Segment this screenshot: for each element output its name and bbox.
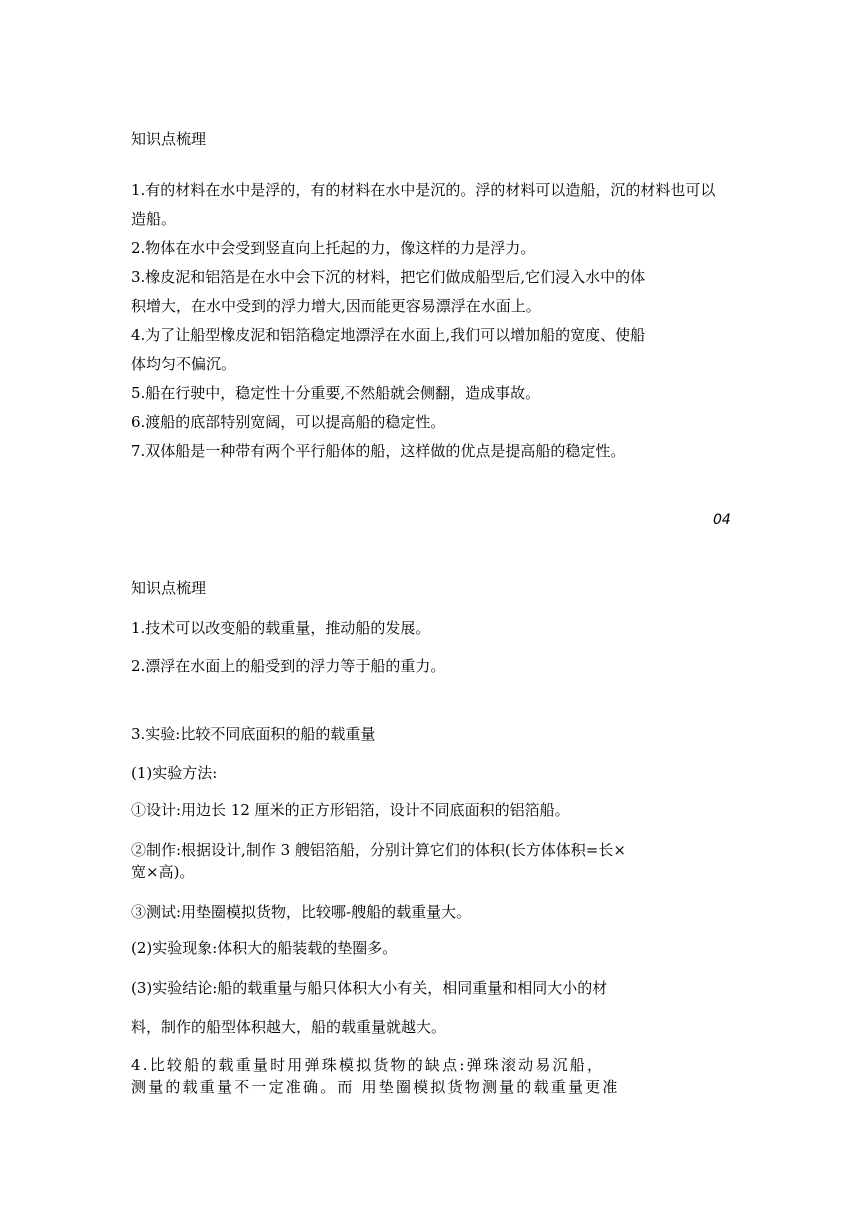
text-line: (2)实验现象:体积大的船装载的垫圈多。	[131, 939, 398, 957]
text-line: (3)实验结论:船的载重量与船只体积大小有关，相同重量和相同大小的材	[131, 979, 608, 997]
text-line: 宽×高)。	[131, 863, 195, 881]
text-line: ②制作:根据设计,制作 3 艘铝箔船，分别计算它们的体积(长方体体积=长×	[131, 841, 626, 859]
section-heading: 知识点梳理	[131, 579, 207, 597]
text-line: 5.船在行驶中，稳定性十分重要,不然船就会侧翻，造成事故。	[131, 384, 541, 402]
text-line: 3.实验:比较不同底面积的船的载重量	[131, 725, 376, 743]
text-line: 料，制作的船型体积越大，船的载重量就越大。	[131, 1018, 447, 1036]
text-line: 积增大，在水中受到的浮力增大,因而能更容易漂浮在水面上。	[131, 297, 541, 315]
text-line: 7.双体船是一种带有两个平行船体的船，这样做的优点是提高船的稳定性。	[131, 442, 626, 460]
text-line: 测量的载重量不一定准确。而 用垫圈模拟货物测量的载重量更准	[131, 1078, 620, 1096]
section-heading: 知识点梳理	[131, 130, 207, 148]
page-number: 04	[713, 512, 731, 528]
text-line: 4.为了让船型橡皮泥和铝箔稳定地漂浮在水面上,我们可以增加船的宽度、使船	[131, 326, 646, 344]
text-line: 3.橡皮泥和铝箔是在水中会下沉的材料，把它们做成船型后,它们浸入水中的体	[131, 268, 646, 286]
text-line: 4.比较船的载重量时用弹珠模拟货物的缺点:弹珠滚动易沉船，	[131, 1056, 605, 1074]
text-line: ①设计:用边长 12 厘米的正方形铝箔，设计不同底面积的铝箔船。	[131, 801, 570, 819]
text-line: 2.物体在水中会受到竖直向上托起的力，像这样的力是浮力。	[131, 239, 536, 257]
text-line: 1.有的材料在水中是浮的，有的材料在水中是沉的。浮的材料可以造船，沉的材料也可以	[131, 181, 716, 199]
text-line: 1.技术可以改变船的载重量，推动船的发展。	[131, 619, 431, 637]
text-line: ③测试:用垫圈模拟货物，比较哪-艘船的载重量大。	[131, 903, 472, 921]
text-line: (1)实验方法:	[131, 764, 218, 782]
text-line: 2.漂浮在水面上的船受到的浮力等于船的重力。	[131, 657, 446, 675]
text-line: 造船。	[131, 210, 177, 228]
text-line: 6.渡船的底部特别宽阔，可以提高船的稳定性。	[131, 413, 446, 431]
text-line: 体均匀不偏沉。	[131, 355, 237, 373]
